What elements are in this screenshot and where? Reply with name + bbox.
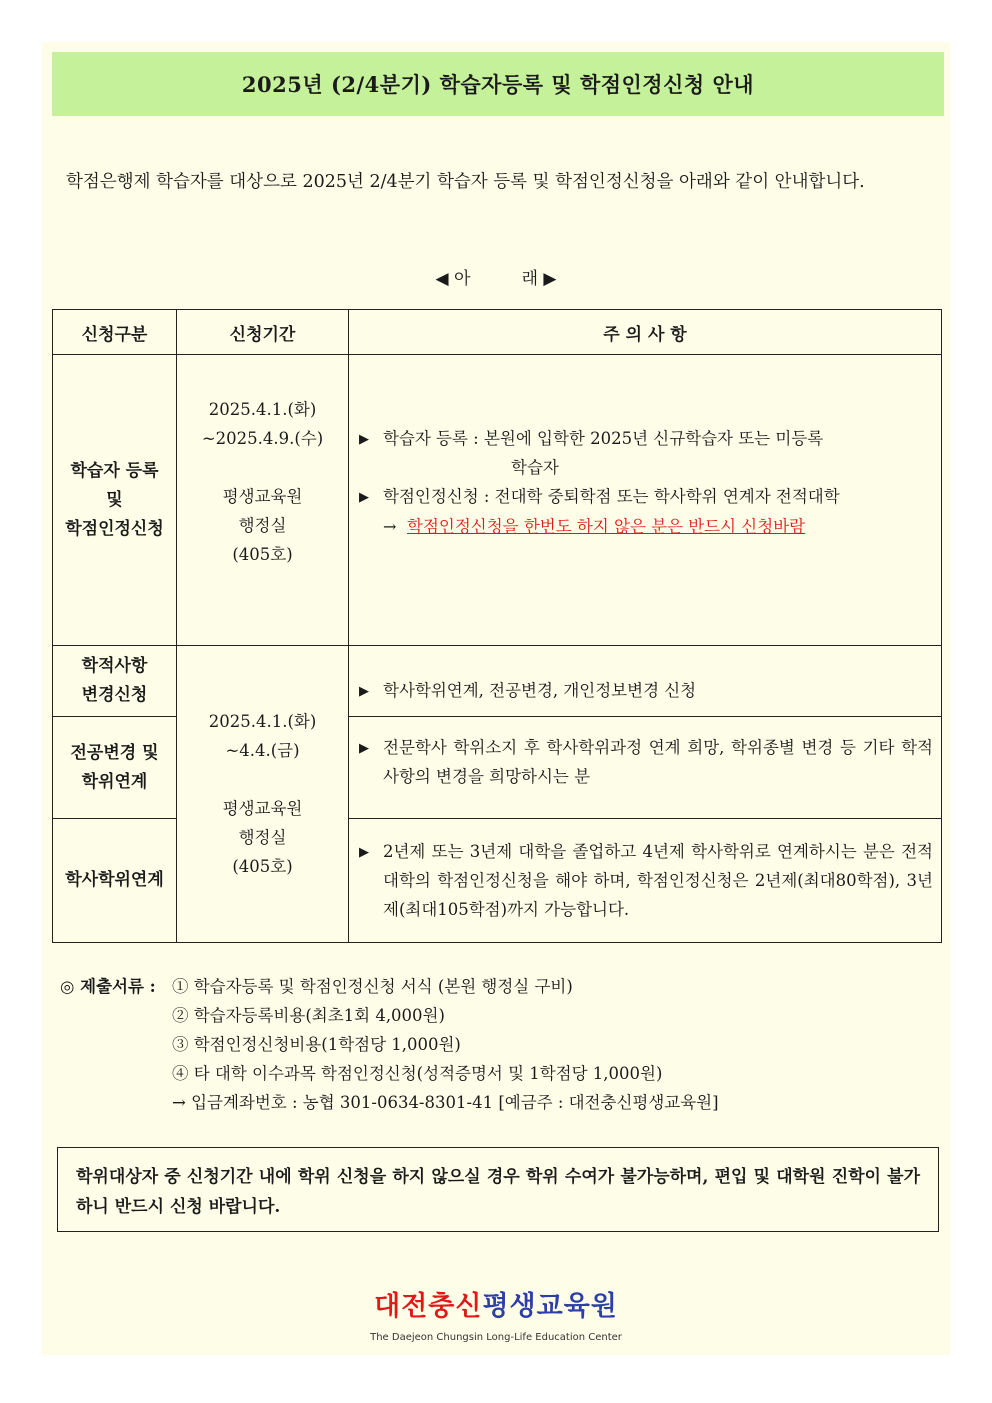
- list-item: ④ 타 대학 이수과목 학점인정신청(성적증명서 및 1학점당 1,000원): [172, 1064, 663, 1083]
- section-marker-right: 래 ▶: [521, 269, 557, 289]
- shared-period-cell: 2025.4.1.(화) ~4.4.(금) 평생교육원 행정실 (405호): [177, 646, 349, 943]
- section-marker-left: ◀ 아: [435, 269, 471, 289]
- table-row: [53, 646, 942, 717]
- list-item: → 입금계좌번호 : 농협 301-0634-8301-41 [예금주 : 대전충신평생교육원]: [172, 1093, 719, 1112]
- table-row: [53, 355, 942, 646]
- table-header-row: [53, 310, 942, 355]
- note-item: ▶ 학습자 등록 : 본원에 입학한 2025년 신규학습자 또는 미등록 학습자: [359, 428, 824, 477]
- header-period: 신청기간: [177, 310, 349, 355]
- docs-label: ◎ 제출서류 :: [60, 977, 156, 996]
- category-cell: 전공변경 및 학위연계: [53, 717, 177, 819]
- header-notes: 주 의 사 항: [349, 310, 942, 355]
- list-item: ③ 학점인정신청비용(1학점당 1,000원): [172, 1035, 461, 1054]
- notice-box: 학위대상자 중 신청기간 내에 학위 신청을 하지 않으실 경우 학위 수여가 불가능하며, 편입 및 대학원 진학이 불가하니 반드시 신청 바랍니다.: [57, 1147, 939, 1232]
- notes-cell: [349, 717, 942, 819]
- notes-cell: [349, 819, 942, 943]
- title-bar: [52, 52, 944, 116]
- note-item: ▶ 2년제 또는 3년제 대학을 졸업하고 4년제 학사학위로 연계하시는 분은 전적대학의 학점인정신청을 해야 하며, 학점인정신청은 2년제(최대80학점), 3년제(최대105학점)까지 가능합니다.: [359, 842, 933, 919]
- page-title: 2025년 (2/4분기) 학습자등록 및 학점인정신청 안내: [241, 72, 755, 97]
- note-item: ▶ 전문학사 학위소지 후 학사학위과정 연계 희망, 학위종별 변경 등 기타 학적사항의 변경을 희망하시는 분: [359, 737, 933, 786]
- notes-cell: [349, 646, 942, 717]
- institution-subtitle: The Daejeon Chungsin Long-Life Education Center: [370, 1332, 622, 1343]
- section-marker: [42, 264, 950, 289]
- application-table: [52, 309, 942, 943]
- institution-name: 대전충신평생교육원: [374, 1291, 618, 1322]
- category-cell: 학적사항 변경신청: [53, 646, 177, 717]
- note-item: ▶ 학점인정신청 : 전대학 중퇴학점 또는 학사학위 연계자 전적대학: [359, 486, 840, 506]
- notes-cell: [349, 355, 942, 646]
- list-item: ◎ 제출서류 : ① 학습자등록 및 학점인정신청 서식 (본원 행정실 구비): [60, 972, 719, 1001]
- list-item: ② 학습자등록비용(최초1회 4,000원): [172, 1006, 445, 1025]
- period-cell: 2025.4.1.(화) ~2025.4.9.(수) 평생교육원 행정실 (405호): [177, 355, 349, 646]
- document-page: [42, 42, 950, 1355]
- note-item: ▶ 학사학위연계, 전공변경, 개인정보변경 신청: [359, 681, 697, 700]
- category-cell: 학사학위연계: [53, 819, 177, 943]
- header-category: 신청구분: [53, 310, 177, 355]
- required-documents: [60, 972, 719, 1117]
- intro-paragraph: 학점은행제 학습자를 대상으로 2025년 2/4분기 학습자 등록 및 학점인정신청을 아래와 같이 안내합니다.: [66, 172, 865, 192]
- note-item-emphasis: → 학점인정신청을 한번도 하지 않은 분은 반드시 신청바람: [383, 516, 806, 536]
- category-cell: 학습자 등록 및 학점인정신청: [53, 355, 177, 646]
